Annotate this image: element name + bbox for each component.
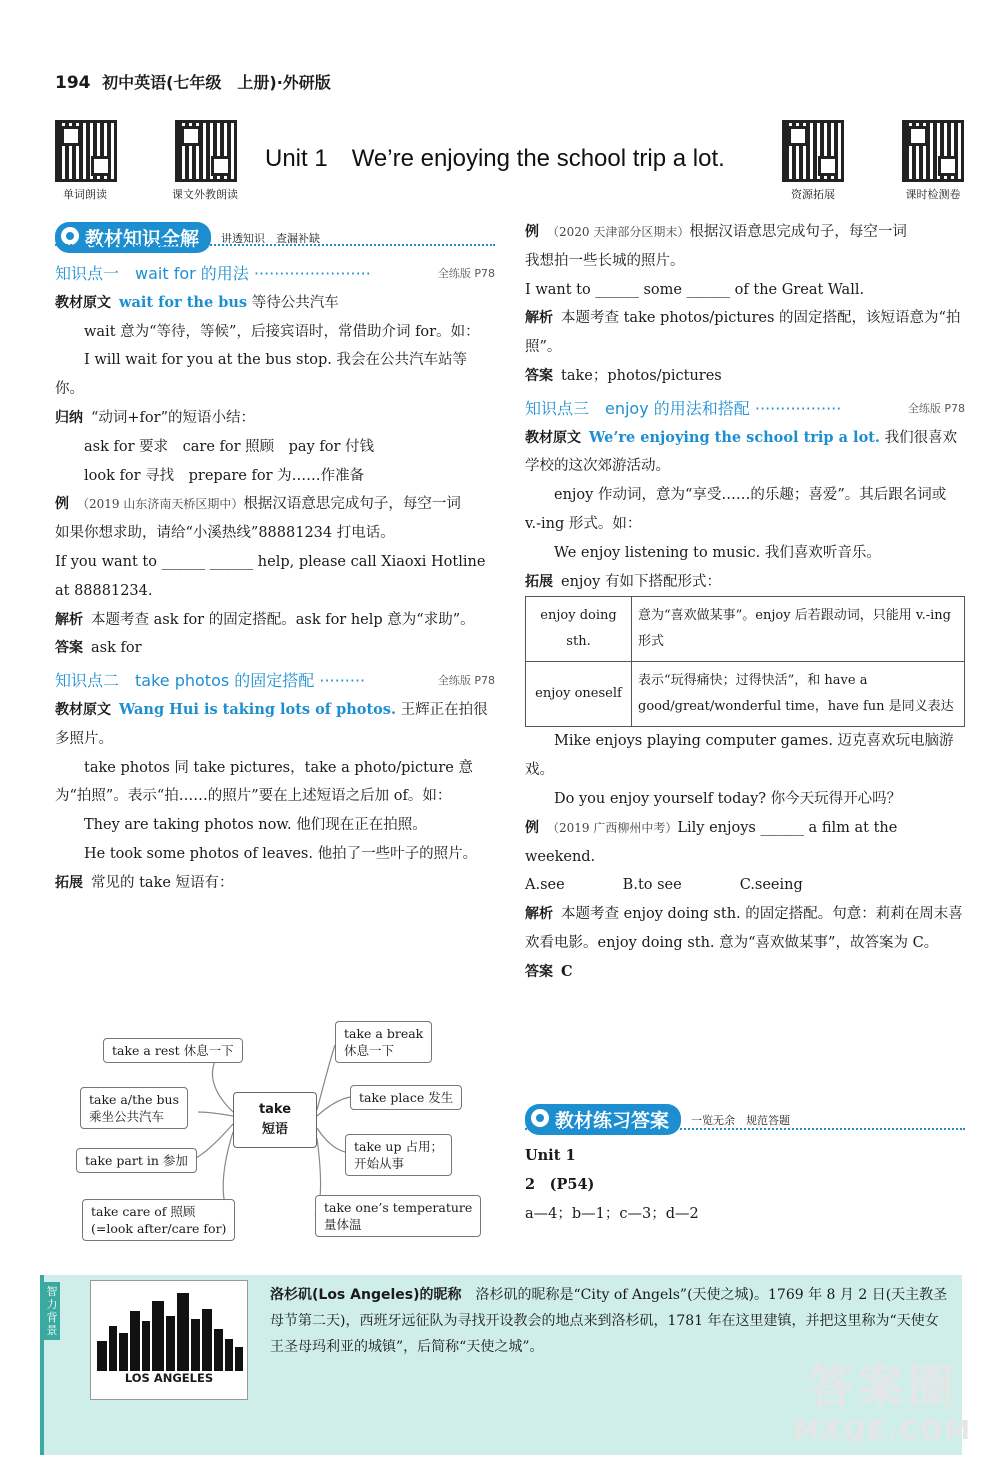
qr-label: 课时检测卷 (905, 188, 961, 201)
mindmap-node (80, 1087, 188, 1129)
phrase-list-line: look for 寻找 prepare for 为……作准备 (84, 467, 365, 484)
mindmap-node (315, 1195, 481, 1237)
example-options: A.see B.to see C.seeing (525, 877, 803, 894)
original-en: wait for the bus (119, 293, 248, 311)
extension-text: 常见的 take 短语有： (91, 874, 234, 891)
example-en: If you want to ______ ______ help, please call Xiaoxi Hotline at 88881234. (55, 553, 486, 599)
mindmap-node (345, 1134, 452, 1176)
label-example: 例 (525, 224, 539, 240)
table-cell-key: enjoy oneself (526, 662, 632, 727)
table-row (526, 597, 965, 662)
label-summary: 归纳 (55, 409, 83, 426)
kp-title-text: 知识点二 take photos 的固定搭配 ········· (55, 671, 366, 691)
table-cell-value: 意为“喜欢做某事”。enjoy 后若跟动词，只能用 v.-ing 形式 (632, 597, 965, 662)
mindmap-node (82, 1199, 235, 1241)
city-label: LOS ANGELES (124, 1371, 214, 1385)
original-en: We’re enjoying the school trip a lot. (589, 428, 880, 446)
example-source: （2019 广西柳州中考） (547, 820, 678, 835)
node-text: take one’s temperature (324, 1200, 473, 1215)
banner-divider (525, 1128, 965, 1130)
answer-text: C (561, 962, 573, 980)
example-sentence: Mike enjoys playing computer games. 迈克喜欢玩电脑游戏。 (525, 733, 954, 779)
kp-ref: 全练版 P78 (437, 674, 495, 688)
label-original: 教材原文 (525, 429, 581, 446)
unit-title: Unit 1 We’re enjoying the school trip a lot. (265, 145, 725, 172)
node-text: take care of 照顾 (91, 1204, 196, 1219)
label-answer: 答案 (525, 963, 553, 980)
example-zh: 如果你想求助，请给“小溪热线”88881234 打电话。 (55, 525, 395, 542)
enjoy-usage-table (525, 596, 965, 727)
table-cell-key: enjoy doing sth. (526, 597, 632, 662)
mindmap-center-line: 短语 (261, 1122, 288, 1137)
table-row (526, 662, 965, 727)
node-text: 量体温 (324, 1217, 362, 1232)
mindmap-center-line: take (258, 1102, 292, 1117)
label-original: 教材原文 (55, 701, 111, 718)
node-text: 乘坐公共汽车 (89, 1109, 165, 1124)
mindmap-node (103, 1038, 243, 1063)
example-sentence: I will wait for you at the bus stop. 我会在公共汽车站等你。 (55, 352, 468, 398)
example-en: I want to ______ some ______ of the Great Wall. (525, 281, 865, 298)
banner-subtitle: 讲透知识 查漏补缺 (221, 231, 321, 245)
node-text: 休息一下 (344, 1043, 395, 1058)
skyline-icon (91, 1281, 249, 1371)
los-angeles-skyline-image (90, 1280, 248, 1400)
page-number: 194 (55, 73, 91, 93)
qr-label: 资源拓展 (791, 188, 835, 201)
mindmap-node (76, 1148, 197, 1173)
example-sentence: He took some photos of leaves. 他拍了一些叶子的照片。 (84, 845, 478, 862)
label-analysis: 解析 (525, 310, 553, 327)
label-extension: 拓展 (525, 573, 553, 590)
banner-subtitle: 一览无余 规范答题 (691, 1113, 791, 1127)
example-sentence: We enjoy listening to music. 我们喜欢听音乐。 (554, 544, 881, 561)
example-source: （2020 天津部分区期末） (547, 225, 690, 239)
node-text: take a rest 休息一下 (112, 1043, 234, 1058)
original-en: Wang Hui is taking lots of photos. (119, 700, 397, 718)
original-zh: 等待公共汽车 (251, 294, 339, 311)
kp-ref: 全练版 P78 (437, 267, 495, 280)
node-text: take a break (344, 1026, 424, 1041)
node-text: (=look after/care for) (91, 1221, 227, 1236)
example-source: （2019 山东济南天桥区期中） (77, 497, 244, 512)
example-question: 根据汉语意思完成句子，每空一词 (243, 496, 461, 513)
label-analysis: 解析 (55, 611, 83, 628)
watermark-text: 答案圈 (807, 1359, 958, 1413)
mindmap-center (233, 1092, 317, 1148)
book-title: 初中英语(七年级 上册)·外研版 (102, 73, 331, 92)
qr-label: 单词朗读 (63, 188, 107, 201)
example-zh: 我想拍一些长城的照片。 (525, 252, 685, 269)
background-title: 洛杉矶(Los Angeles)的昵称 (270, 1287, 462, 1303)
node-text: take a/the bus (89, 1092, 179, 1107)
label-example: 例 (55, 496, 69, 513)
answers-unit-label: Unit 1 (525, 1147, 576, 1164)
answers-item-text: a—4；b—1；c—3；d—2 (525, 1205, 699, 1222)
label-answer: 答案 (525, 367, 553, 384)
background-tag: 智力背景 (44, 1282, 60, 1340)
background-body: 洛杉矶的昵称是“City of Angels”(天使之城)。1769 年 8 月 2 日(天主教圣母节第二天)，西班牙远征队为寻找开设教会的地点来到洛杉矶，1781 年在这里建镇，并把这里称为“天使女王圣母玛利亚的城镇”，后简称“天使之城”。 (270, 1287, 948, 1355)
node-text: take up 占用； (354, 1139, 443, 1154)
qr-label: 课文外教朗读 (172, 188, 238, 201)
example-question: Lily enjoys ______ a film at the weekend. (525, 819, 898, 865)
label-extension: 拓展 (55, 874, 83, 891)
watermark-url: MXQE.COM (793, 1416, 972, 1446)
kp-ref: 全练版 P78 (907, 401, 965, 415)
mindmap-node (335, 1021, 432, 1063)
label-original: 教材原文 (55, 294, 111, 311)
label-example: 例 (525, 819, 539, 836)
analysis-text: 本题考查 ask for 的固定搭配。ask for help 意为“求助”。 (91, 611, 475, 628)
original-zh: 我们很喜欢学校的这次郊游活动。 (525, 429, 958, 475)
node-text: take part in 参加 (85, 1153, 188, 1168)
node-text: 开始从事 (354, 1156, 405, 1171)
phrase-list-line: ask for 要求 care for 照顾 pay for 付钱 (84, 438, 375, 455)
banner-title: 教材练习答案 (525, 1104, 681, 1135)
watermark (793, 1350, 972, 1446)
example-question: 根据汉语意思完成句子，每空一词 (689, 224, 907, 240)
node-text: take place 发生 (359, 1090, 454, 1105)
kp-title-text: 知识点一 wait for 的用法 ······················· (55, 264, 371, 283)
answers-item-label: 2 (P54) (525, 1175, 595, 1193)
table-cell-value: 表示“玩得痛快；过得快活”，和 have a good/great/wonderful time，have fun 是同义表达 (632, 662, 965, 727)
extension-text: enjoy 有如下搭配形式： (561, 573, 721, 590)
analysis-text: 本题考查 take photos/pictures 的固定搭配，该短语意为“拍照”。 (525, 310, 961, 356)
banner-title: 教材知识全解 (55, 222, 211, 253)
paragraph: enjoy 作动词，意为“享受……的乐趣；喜爱”。其后跟名词或 v.-ing 形式。如： (525, 487, 947, 532)
kp-title-text: 知识点三 enjoy 的用法和搭配 ················· (525, 398, 842, 418)
label-answer: 答案 (55, 640, 83, 657)
example-sentence: They are taking photos now. 他们现在正在拍照。 (84, 817, 427, 834)
paragraph: take photos 同 take pictures，take a photo/picture 意为“拍照”。表示“拍……的照片”要在上述短语之后加 of。如： (55, 759, 473, 805)
label-analysis: 解析 (525, 906, 553, 923)
background-text (270, 1282, 950, 1360)
example-sentence: Do you enjoy yourself today? 你今天玩得开心吗？ (554, 790, 902, 807)
answer-text: take；photos/pictures (561, 367, 722, 384)
answer-text: ask for (91, 640, 142, 657)
original-zh: 王辉正在拍很多照片。 (55, 701, 488, 747)
answers-section (525, 1142, 965, 1228)
paragraph: wait 意为“等待，等候”，后接宾语时，常借助介词 for。如： (84, 323, 480, 340)
summary-text: “动词+for”的短语小结： (91, 409, 256, 426)
section-banner-answers (525, 1104, 790, 1135)
mindmap-node (350, 1085, 462, 1110)
right-column (525, 218, 965, 987)
analysis-text: 本题考查 enjoy doing sth. 的固定搭配。句意：莉莉在周末喜欢看电影。enjoy doing sth. 意为“喜欢做某事”，故答案为 C。 (525, 906, 963, 951)
knowledge-point-3-title (525, 395, 965, 424)
